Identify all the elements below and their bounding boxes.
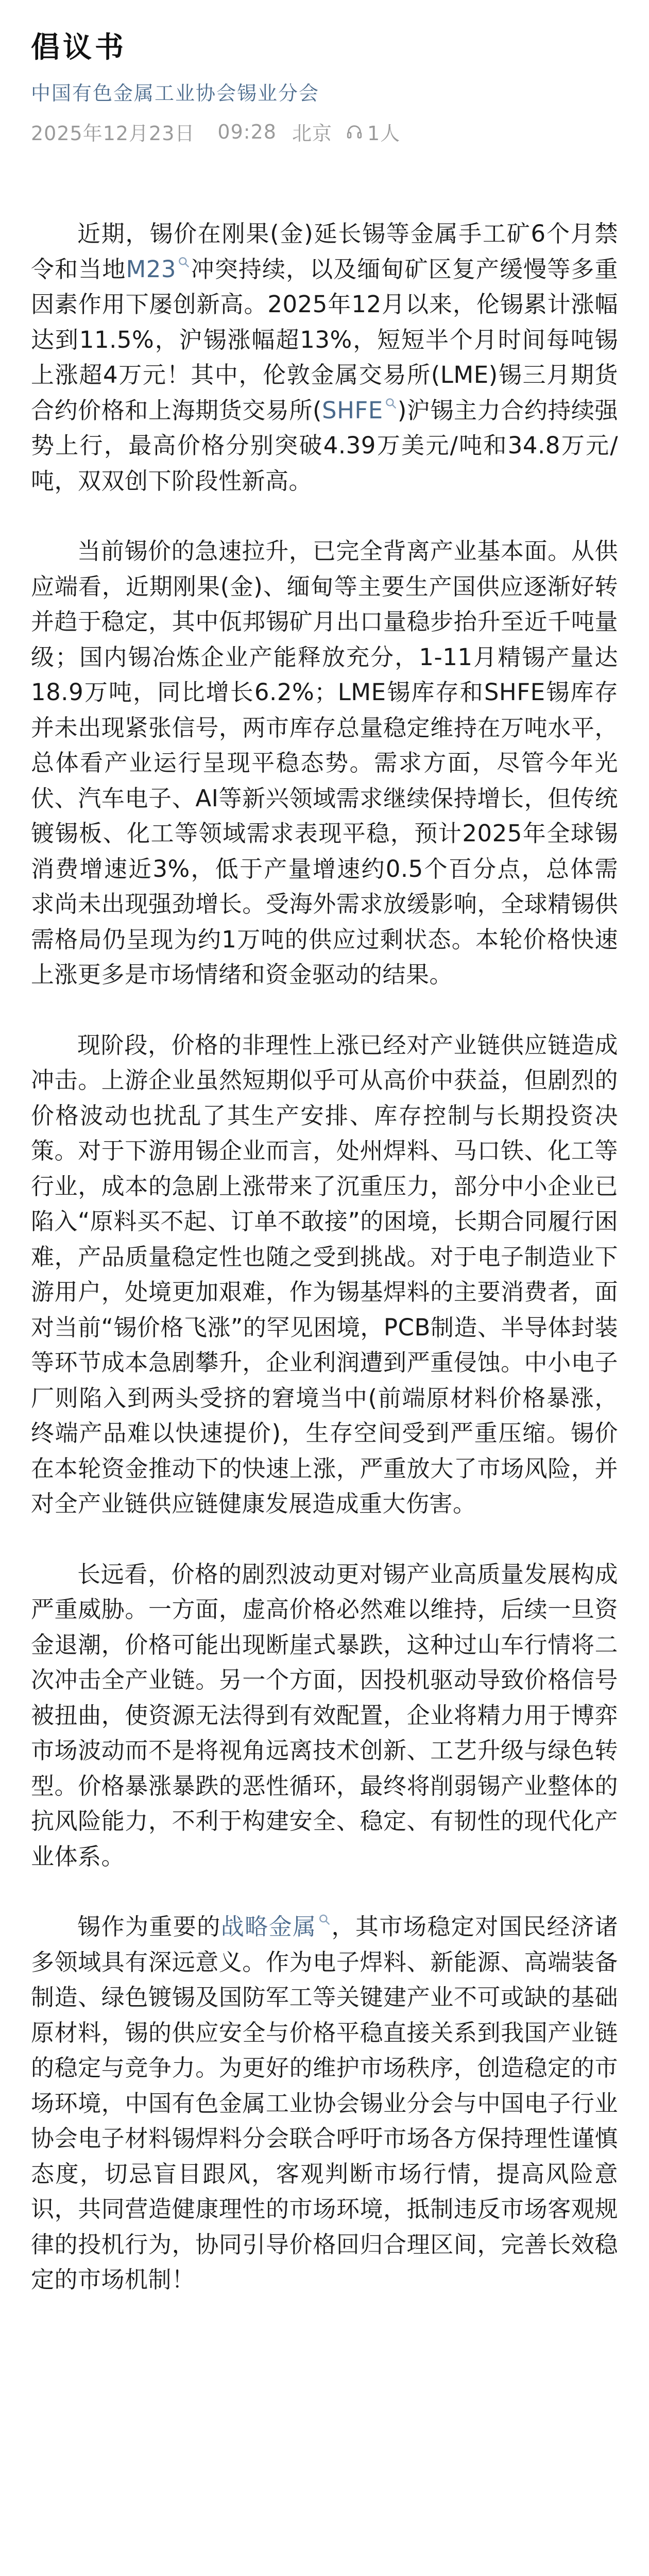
keyword-link[interactable]: M23	[126, 255, 177, 283]
search-icon[interactable]	[384, 397, 398, 410]
article-body	[31, 216, 618, 2298]
publish-time: 09:28	[217, 120, 277, 143]
article-meta	[31, 117, 400, 146]
paragraph-text: 长远看，价格的剧烈波动更对锡产业高质量发展构成严重威胁。一方面，虚高价格必然难以维持，后续一旦资金退潮，价格可能出现断崖式暴跌，这种过山车行情将二次冲击全产业链。另一个方面，因投机驱动导致价格信号被扭曲，使资源无法得到有效配置，企业将精力用于博弈市场波动而不是将视角远离技术创新、工艺升级与绿色转型。价格暴涨暴跌的恶性循环，最终将削弱锡产业整体的抗风险能力，不利于构建安全、稳定、有韧性的现代化产业体系。	[31, 1560, 618, 1870]
paragraph-text: 锡作为重要的	[77, 1913, 221, 1940]
headphones-icon	[346, 123, 363, 141]
search-icon[interactable]	[318, 1913, 331, 1926]
keyword-link[interactable]: 战略金属	[220, 1913, 317, 1940]
paragraph	[31, 1557, 618, 1875]
paragraph-text: 近期，锡价在刚果(金)延长锡等金属手工矿6个月禁令和当地	[31, 220, 618, 283]
keyword-link[interactable]: SHFE	[322, 396, 383, 424]
paragraph	[31, 534, 618, 993]
paragraph-text: 冲突持续，以及缅甸矿区复产缓慢等多重因素作用下屡创新高。2025年12月以来，伦锡累计涨幅达到11.5%，沪锡涨幅超13%，短短半个月时间每吨锡上涨超4万元！其中，伦敦金属交易所(LME)锡三月期货合约价格和上海期货交易所(	[31, 255, 618, 424]
publish-date: 2025年12月23日	[31, 122, 195, 145]
paragraph	[31, 1028, 618, 1522]
publish-location: 北京	[292, 122, 332, 145]
listener-count: 1人	[367, 122, 401, 145]
article-title: 倡议书	[31, 31, 127, 64]
paragraph-text: ，其市场稳定对国民经济诸多领域具有深远意义。作为电子焊料、新能源、高端装备制造、绿色镀锡及国防军工等关键建产业不可或缺的基础原材料，锡的供应安全与价格平稳直接关系到我国产业链的稳定与竞争力。为更好的维护市场秩序，创造稳定的市场环境，中国有色金属工业协会锡业分会与中国电子行业协会电子材料锡焊料分会联合呼吁市场各方保持理性谨慎态度，切忌盲目跟风，客观判断市场行情，提高风险意识，共同营造健康理性的市场环境，抵制违反市场客观规律的投机行为，协同引导价格回归合理区间，完善长效稳定的市场机制！	[31, 1913, 618, 2293]
paragraph-text: 当前锡价的急速拉升，已完全背离产业基本面。从供应端看，近期刚果(金)、缅甸等主要生产国供应逐渐好转并趋于稳定，其中佤邦锡矿月出口量稳步抬升至近千吨量级；国内锡冶炼企业产能释放充分，1-11月精锡产量达18.9万吨，同比增长6.2%；LME锡库存和SHFE锡库存并未出现紧张信号，两市库存总量稳定维持在万吨水平，总体看产业运行呈现平稳态势。需求方面，尽管今年光伏、汽车电子、AI等新兴领域需求继续保持增长，但传统镀锡板、化工等领域需求表现平稳，预计2025年全球锡消费增速近3%，低于产量增速约0.5个百分点，总体需求尚未出现强劲增长。受海外需求放缓影响，全球精锡供需格局仍呈现为约1万吨的供应过剩状态。本轮价格快速上涨更多是市场情绪和资金驱动的结果。	[31, 537, 618, 988]
publisher-name[interactable]: 中国有色金属工业协会锡业分会	[31, 82, 320, 105]
search-icon[interactable]	[177, 256, 191, 269]
paragraph-text: 现阶段，价格的非理性上涨已经对产业链供应链造成冲击。上游企业虽然短期似乎可从高价中获益，但剧烈的价格波动也扰乱了其生产安排、库存控制与长期投资决策。对于下游用锡企业而言，处州焊料、马口铁、化工等行业，成本的急剧上涨带来了沉重压力，部分中小企业已陷入“原料买不起、订单不敢接”的困境，长期合同履行困难，产品质量稳定性也随之受到挑战。对于电子制造业下游用户，处境更加艰难，作为锡基焊料的主要消费者，面对当前“锡价格飞涨”的罕见困境，PCB制造、半导体封装等环节成本急剧攀升，企业利润遭到严重侵蚀。中小电子厂则陷入到两头受挤的窘境当中(前端原材料价格暴涨，终端产品难以快速提价)，生存空间受到严重压缩。锡价在本轮资金推动下的快速上涨，严重放大了市场风险，并对全产业链供应链健康发展造成重大伤害。	[31, 1031, 618, 1517]
listen-button[interactable]	[346, 117, 400, 146]
paragraph	[31, 216, 618, 499]
paragraph-text: )沪锡主力合约持续强势上行，最高价格分别突破4.39万美元/吨和34.8万元/吨，双双创下阶段性新高。	[31, 396, 619, 495]
paragraph	[31, 1909, 618, 2298]
